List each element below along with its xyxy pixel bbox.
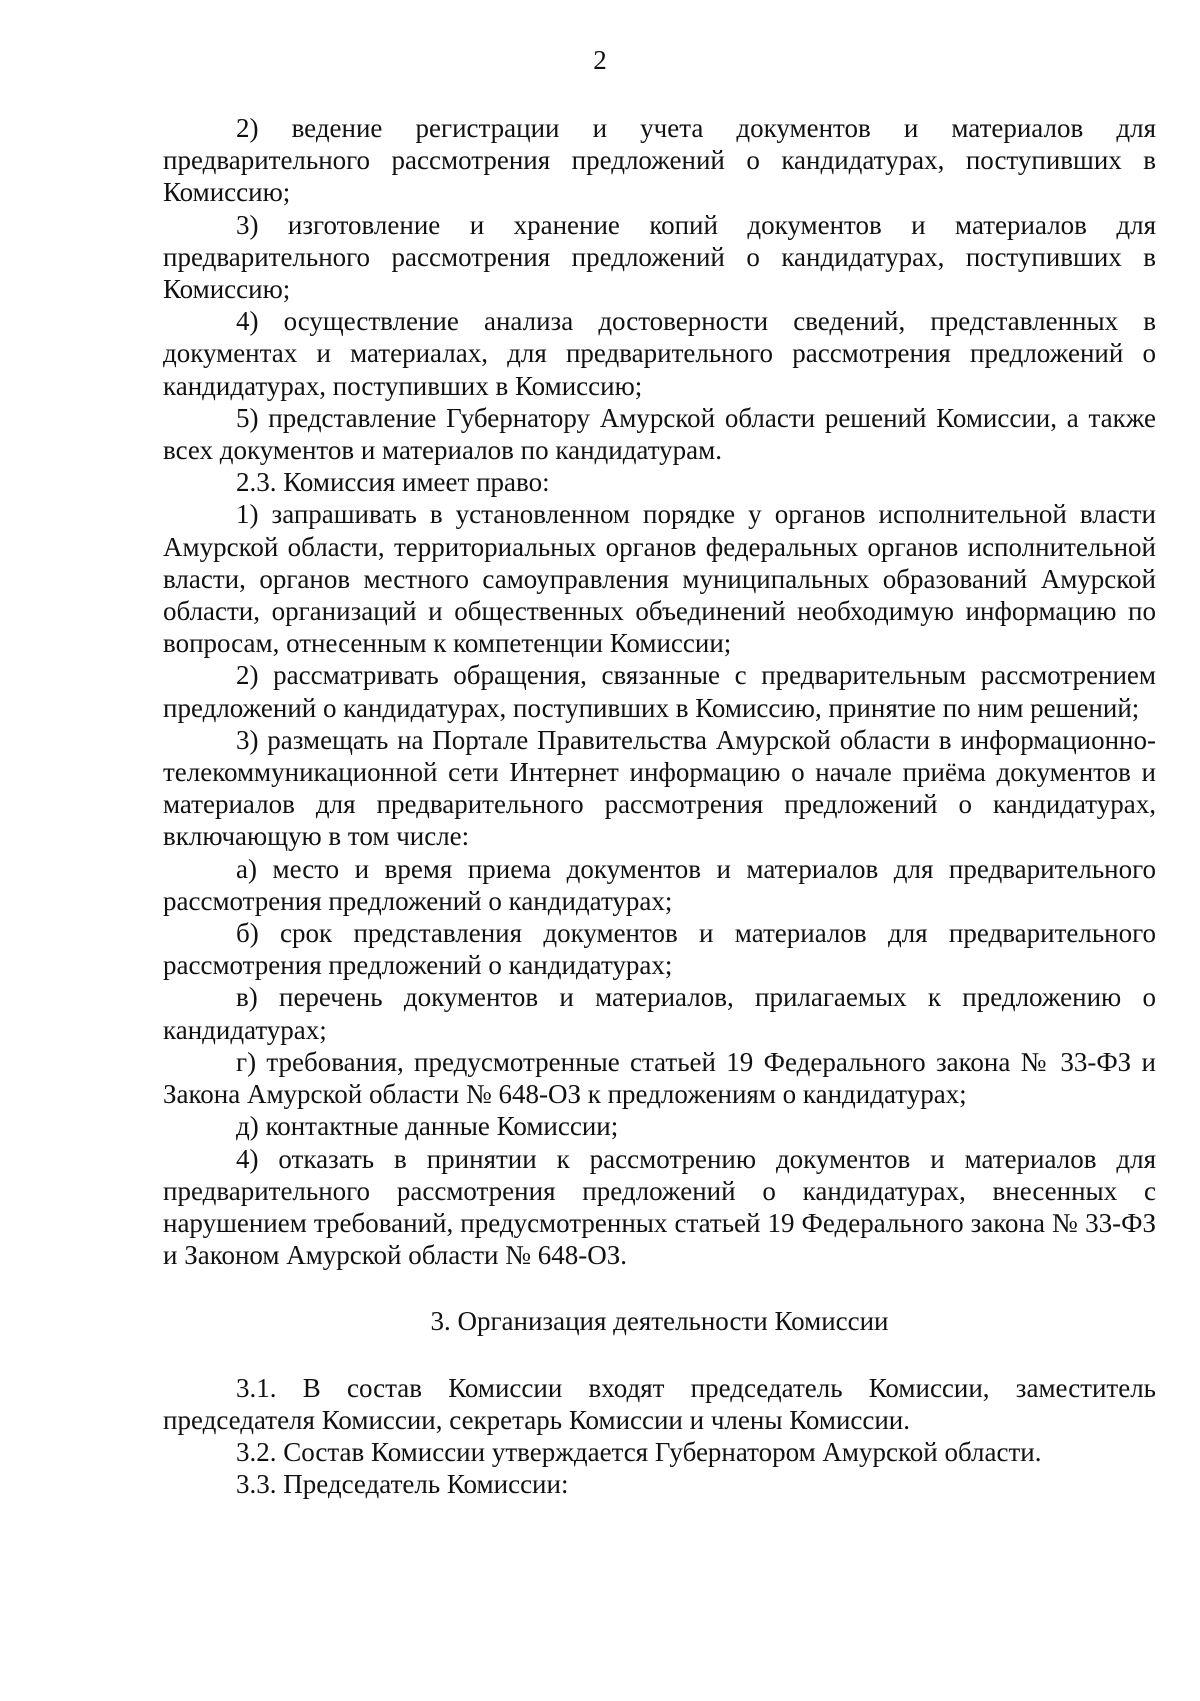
paragraph-2-3-rights: 2.3. Комиссия имеет право: — [236, 467, 550, 498]
document-body — [163, 112, 1156, 1500]
paragraph-right-1-request: 1) запрашивать в установленном порядке у органов исполнительной власти Амурской области, территориальных органов федеральных органов исполнительной власти, органов местного самоуправления муниципальных образований Амурской области, организаций и общественных объединений необходимую информацию по вопросам, отнесенным к компетенции Комиссии; — [163, 499, 1156, 659]
paragraph-subitem-v: в) перечень документов и материалов, прилагаемых к предложению о кандидатурах; — [163, 982, 1156, 1045]
paragraph-item-4-analysis: 4) осуществление анализа достоверности сведений, представленных в документах и материалах, для предварительного рассмотрения предложений о кандидатурах, поступивших в Комиссию; — [163, 306, 1156, 401]
paragraph-item-3-copies: 3) изготовление и хранение копий документов и материалов для предварительного рассмотрения предложений о кандидатурах, поступивших в Комиссию; — [163, 209, 1156, 305]
paragraph-subitem-a: а) место и время приема документов и материалов для предварительного рассмотрения предложений о кандидатурах; — [163, 853, 1156, 916]
paragraph-right-2-review: 2) рассматривать обращения, связанные с предварительным рассмотрением предложений о кандидатурах, поступивших в Комиссию, принятие по ним решений; — [163, 660, 1156, 723]
paragraph-right-3-publish: 3) размещать на Портале Правительства Амурской области в информационно-телекоммуникационной сети Интернет информацию о начале приёма документов и материалов для предварительного рассмотрения предложений о кандидатурах, включающую в том числе: — [163, 724, 1156, 852]
paragraph-3-2-approval: 3.2. Состав Комиссии утверждается Губернатором Амурской области. — [236, 1436, 1042, 1467]
paragraph-right-4-refuse: 4) отказать в принятии к рассмотрению документов и материалов для предварительного рассмотрения предложений о кандидатурах, внесенных с нарушением требований, предусмотренных статьей 19 Федерального закона № 33-ФЗ и Законом Амурской области № 648-ОЗ. — [163, 1143, 1156, 1271]
paragraph-subitem-d: д) контактные данные Комиссии; — [236, 1111, 619, 1142]
paragraph-3-3-chairman: 3.3. Председатель Комиссии: — [236, 1469, 569, 1500]
paragraph-3-1-composition: 3.1. В состав Комиссии входят председатель Комиссии, заместитель председателя Комиссии, секретарь Комиссии и члены Комиссии. — [163, 1372, 1156, 1435]
paragraph-subitem-g: г) требования, предусмотренные статьей 19 Федерального закона № 33-ФЗ и Закона Амурской области № 648-ОЗ к предложениям о кандидатурах; — [163, 1046, 1156, 1110]
paragraph-item-5-submission: 5) представление Губернатору Амурской области решений Комиссии, а также всех документов и материалов по кандидатурам. — [163, 402, 1156, 466]
section-heading: 3. Организация деятельности Комиссии — [430, 1306, 889, 1337]
paragraph-subitem-b: б) срок представления документов и материалов для предварительного рассмотрения предложений о кандидатурах; — [163, 918, 1156, 981]
paragraph-item-2-registration: 2) ведение регистрации и учета документов и материалов для предварительного рассмотрения предложений о кандидатурах, поступивших в Комиссию; — [163, 113, 1156, 208]
page-number: 2 — [593, 45, 607, 75]
